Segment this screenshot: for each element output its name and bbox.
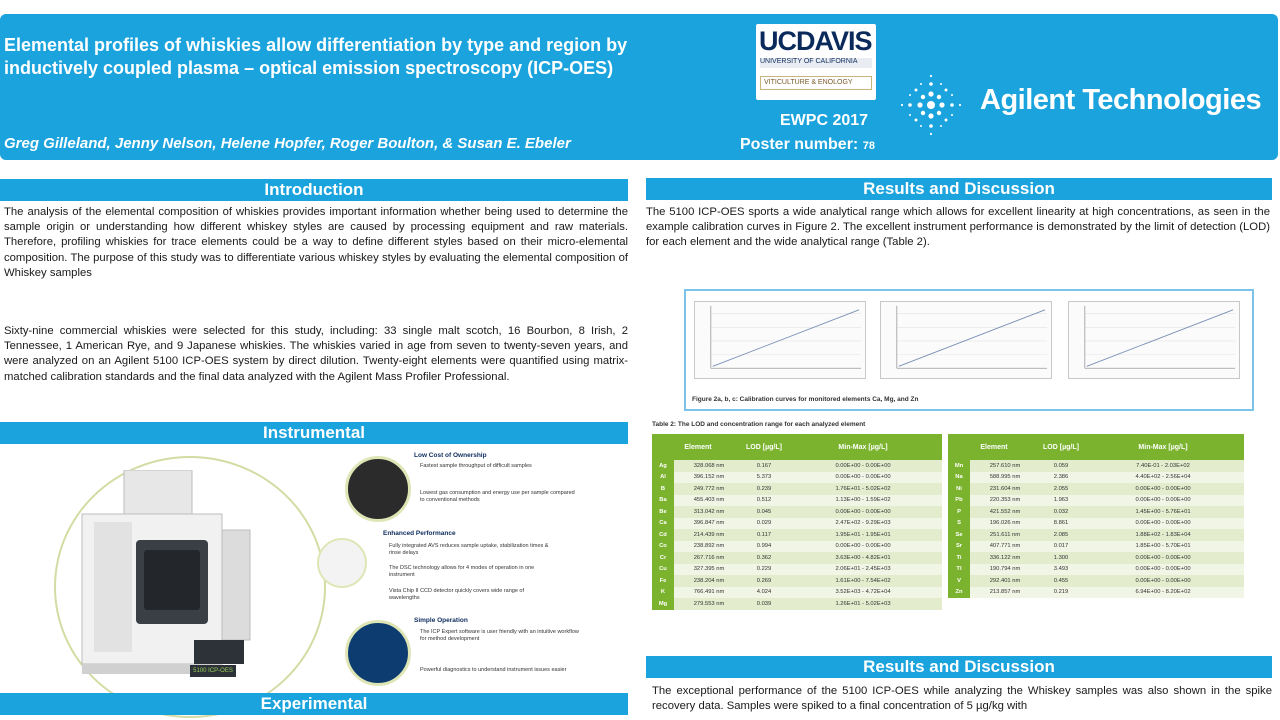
- feature-1-item-2: Lowest gas consumption and energy use per sample compared to conventional methods: [420, 490, 575, 503]
- agilent-spark-icon: [898, 72, 964, 138]
- feature-title-3: Simple Operation: [414, 617, 468, 624]
- cell-range: 1.13E+00 - 1.59E+02: [784, 495, 942, 507]
- cell-wavelength: 257.610 nm: [970, 460, 1040, 472]
- table-row: [652, 483, 942, 495]
- table-row: [652, 587, 942, 599]
- cell-element: Ca: [652, 518, 674, 530]
- feature-2-item-2: The DSC technology allows for 4 modes of operation in one instrument: [389, 565, 535, 578]
- cell-wavelength: 190.794 nm: [970, 564, 1040, 576]
- cell-lod: 0.032: [1040, 506, 1082, 518]
- cell-wavelength: 421.552 nm: [970, 506, 1040, 518]
- cell-element: Fe: [652, 575, 674, 587]
- lod-table-right: [948, 434, 1244, 598]
- cell-lod: 3.493: [1040, 564, 1082, 576]
- table-row: [948, 587, 1244, 599]
- table-header-range: Min-Max [µg/L]: [784, 434, 942, 460]
- cell-element: B: [652, 483, 674, 495]
- feature-3-item-1: The ICP Expert software is user friendly with an intuitive workflow for method development: [420, 629, 579, 642]
- calibration-plot-c: [1068, 301, 1240, 379]
- cell-wavelength: 588.995 nm: [970, 472, 1040, 484]
- table-header-element-2: Element: [948, 434, 1040, 460]
- cell-element: Cu: [652, 564, 674, 576]
- cell-element: P: [948, 506, 970, 518]
- cell-lod: 2.386: [1040, 472, 1082, 484]
- cell-element: Sr: [948, 541, 970, 553]
- table-row: [652, 598, 942, 610]
- table-row: [948, 529, 1244, 541]
- table-row: [948, 564, 1244, 576]
- cell-range: 0.00E+00 - 0.00E+00: [784, 460, 942, 472]
- cell-lod: 0.269: [744, 575, 784, 587]
- cell-wavelength: 238.204 nm: [674, 575, 744, 587]
- results-paragraph-2: The exceptional performance of the 5100 ICP-OES while analyzing the Whiskey samples was also shown in the spike recovery data. Samples were spiked to a final concentration of 5 µg/kg with: [652, 685, 1272, 713]
- cell-range: 2.47E+02 - 9.29E+03: [784, 518, 942, 530]
- table-row: [948, 483, 1244, 495]
- cell-wavelength: 328.068 nm: [674, 460, 744, 472]
- cell-element: Zn: [948, 587, 970, 599]
- cell-lod: 0.117: [744, 529, 784, 541]
- table-row: [652, 495, 942, 507]
- cell-wavelength: 267.716 nm: [674, 552, 744, 564]
- cell-element: Cd: [652, 529, 674, 541]
- feature-title-2: Enhanced Performance: [383, 530, 456, 537]
- calibration-plot-b: [880, 301, 1052, 379]
- cell-wavelength: 279.553 nm: [674, 598, 744, 610]
- cell-lod: 0.512: [744, 495, 784, 507]
- poster-number-line: [740, 136, 875, 154]
- cell-element: Ag: [652, 460, 674, 472]
- feature-3-item-2: Powerful diagnostics to understand instrument issues easier: [420, 667, 567, 673]
- cell-lod: 0.167: [744, 460, 784, 472]
- cell-element: Na: [948, 472, 970, 484]
- table-row: [652, 472, 942, 484]
- cell-wavelength: 220.353 nm: [970, 495, 1040, 507]
- cell-wavelength: 396.152 nm: [674, 472, 744, 484]
- cell-element: Pb: [948, 495, 970, 507]
- cell-wavelength: 238.892 nm: [674, 541, 744, 553]
- cell-range: 1.26E+01 - 5.02E+03: [784, 598, 942, 610]
- cell-element: K: [652, 587, 674, 599]
- feature-2-item-1: Fully integrated AVS reduces sample uptake, stabilization times & rinse delays: [389, 543, 549, 556]
- cell-element: Ni: [948, 483, 970, 495]
- experimental-heading: Experimental: [0, 693, 628, 715]
- cell-lod: 0.045: [744, 506, 784, 518]
- cell-element: S: [948, 518, 970, 530]
- lod-table-left: [652, 434, 942, 610]
- cell-range: 0.00E+00 - 0.00E+00: [1082, 483, 1244, 495]
- cell-element: V: [948, 575, 970, 587]
- torch-icon: [317, 538, 367, 588]
- table-header-range-2: Min-Max [µg/L]: [1082, 434, 1244, 460]
- cell-lod: 0.039: [744, 598, 784, 610]
- table-header-lod: LOD [µg/L]: [744, 434, 784, 460]
- feature-2-item-3: Vista Chip II CCD detector quickly covers wide range of wavelengths: [389, 588, 525, 601]
- cell-range: 7.40E-01 - 2.03E+02: [1082, 460, 1244, 472]
- cell-wavelength: 231.604 nm: [970, 483, 1040, 495]
- cell-lod: 0.029: [744, 518, 784, 530]
- cell-range: 0.00E+00 - 0.00E+00: [1082, 564, 1244, 576]
- cell-element: Tl: [948, 564, 970, 576]
- cell-wavelength: 313.042 nm: [674, 506, 744, 518]
- ucdavis-wordmark: UCDAVIS: [759, 26, 872, 56]
- cell-wavelength: 766.491 nm: [674, 587, 744, 599]
- cell-wavelength: 407.771 nm: [970, 541, 1040, 553]
- table-row: [948, 541, 1244, 553]
- table-row: [948, 460, 1244, 472]
- cell-range: 2.06E+01 - 2.45E+03: [784, 564, 942, 576]
- feature-disc-icon: [345, 456, 411, 522]
- feature-title-1: Low Cost of Ownership: [414, 452, 487, 459]
- cell-range: 1.61E+00 - 7.54E+02: [784, 575, 942, 587]
- cell-wavelength: 292.401 nm: [970, 575, 1040, 587]
- cell-lod: 0.994: [744, 541, 784, 553]
- cell-wavelength: 213.857 nm: [970, 587, 1040, 599]
- cell-range: 0.00E+00 - 0.00E+00: [1082, 552, 1244, 564]
- cell-range: 3.52E+03 - 4.72E+04: [784, 587, 942, 599]
- cell-lod: 4.024: [744, 587, 784, 599]
- cell-wavelength: 214.439 nm: [674, 529, 744, 541]
- cell-lod: 8.861: [1040, 518, 1082, 530]
- cell-range: 6.94E+00 - 8.20E+02: [1082, 587, 1244, 599]
- introduction-paragraph-2: Sixty-nine commercial whiskies were selected for this study, including: 33 single malt scotch, 16 Bourbon, 8 Irish, 2 Tennessee, 1 American Rye, and 9 Japanese whiskies. The whiskies varied in age from seven to twenty-seven years, and were analyzed on an Agilent 5100 ICP-OES system by direct dilution. Twenty-eight elements were quantified using matrix-matched calibration standards and the final data analyzed with the Agilent Mass Profiler Professional.: [4, 325, 628, 383]
- cell-lod: 1.963: [1040, 495, 1082, 507]
- cell-range: 0.00E+00 - 0.00E+00: [1082, 518, 1244, 530]
- table-row: [948, 472, 1244, 484]
- cell-range: 4.40E+02 - 2.56E+04: [1082, 472, 1244, 484]
- table-row: [948, 518, 1244, 530]
- cell-wavelength: 455.403 nm: [674, 495, 744, 507]
- cell-lod: 5.373: [744, 472, 784, 484]
- cell-wavelength: 327.395 nm: [674, 564, 744, 576]
- table-row: [948, 552, 1244, 564]
- icp-oes-instrument-image: [74, 470, 254, 680]
- poster-number-label: Poster number:: [740, 136, 859, 153]
- cell-lod: 0.362: [744, 552, 784, 564]
- figure-caption: Figure 2a, b, c: Calibration curves for monitored elements Ca, Mg, and Zn: [692, 396, 919, 403]
- table-row: [652, 575, 942, 587]
- ucdavis-logo: [756, 24, 876, 100]
- ucdavis-department: VITICULTURE & ENOLOGY: [760, 76, 872, 90]
- cell-lod: 0.219: [1040, 587, 1082, 599]
- cell-range: 0.00E+00 - 0.00E+00: [1082, 575, 1244, 587]
- cell-range: 0.00E+00 - 0.00E+00: [784, 472, 942, 484]
- cell-range: 1.95E+01 - 1.95E+01: [784, 529, 942, 541]
- table-row: [652, 518, 942, 530]
- introduction-heading: Introduction: [0, 179, 628, 201]
- cell-element: Cr: [652, 552, 674, 564]
- conference-label: EWPC 2017: [780, 112, 869, 129]
- table-row: [652, 541, 942, 553]
- poster-header: [0, 14, 1278, 160]
- table-row: [652, 460, 942, 472]
- cell-lod: 0.455: [1040, 575, 1082, 587]
- table-row: [652, 552, 942, 564]
- introduction-paragraph-1: The analysis of the elemental composition of whiskies provides important information whether being used to determine the sample origin or understanding how different whiskey styles are caused by processing equipment and raw materials. Therefore, profiling whiskies for trace elements could be a way to define different styles based on their micro-elemental composition. The purpose of this study was to differentiate various whiskey styles by evaluating the elemental composition of Whiskey samples: [4, 206, 628, 279]
- cell-element: Mn: [948, 460, 970, 472]
- cell-range: 1.88E+02 - 1.83E+04: [1082, 529, 1244, 541]
- poster-title: Elemental profiles of whiskies allow differentiation by type and region by inductively coupled plasma – optical emission spectroscopy (ICP-OES): [4, 35, 628, 78]
- cell-range: 1.76E+01 - 5.02E+02: [784, 483, 942, 495]
- table-header-element: Element: [652, 434, 744, 460]
- cell-lod: 0.017: [1040, 541, 1082, 553]
- cell-element: Al: [652, 472, 674, 484]
- table-header-lod-2: LOD [µg/L]: [1040, 434, 1082, 460]
- cell-lod: 0.239: [744, 483, 784, 495]
- cell-range: 1.45E+00 - 5.76E+01: [1082, 506, 1244, 518]
- table-row: [652, 506, 942, 518]
- cell-range: 1.85E+00 - 5.70E+01: [1082, 541, 1244, 553]
- cell-element: Co: [652, 541, 674, 553]
- table-row: [948, 575, 1244, 587]
- cell-element: Se: [948, 529, 970, 541]
- cell-wavelength: 196.026 nm: [970, 518, 1040, 530]
- cell-lod: 1.300: [1040, 552, 1082, 564]
- instrumental-heading: Instrumental: [0, 422, 628, 444]
- cell-range: 0.00E+00 - 0.00E+00: [784, 541, 942, 553]
- cell-wavelength: 396.847 nm: [674, 518, 744, 530]
- results-paragraph-1: The 5100 ICP-OES sports a wide analytical range which allows for excellent linearity at high concentrations, as seen in the example calibration curves in Figure 2. The excellent instrument performance is demonstrated by the limit of detection (LOD) for each element and the wide analytical range (Table 2).: [646, 206, 1270, 249]
- cell-wavelength: 336.122 nm: [970, 552, 1040, 564]
- cell-element: Ba: [652, 495, 674, 507]
- instrument-badge: 5100 ICP-OES: [190, 665, 236, 677]
- results-heading-2: Results and Discussion: [646, 656, 1272, 678]
- poster-authors: Greg Gilleland, Jenny Nelson, Helene Hopfer, Roger Boulton, & Susan E. Ebeler: [4, 135, 571, 152]
- cell-lod: 0.059: [1040, 460, 1082, 472]
- cell-lod: 0.229: [744, 564, 784, 576]
- cell-range: 0.00E+00 - 0.00E+00: [784, 506, 942, 518]
- table-row: [652, 564, 942, 576]
- table-row: [652, 529, 942, 541]
- cell-lod: 2.055: [1040, 483, 1082, 495]
- cell-element: Be: [652, 506, 674, 518]
- table-row: [948, 506, 1244, 518]
- cell-range: 0.00E+00 - 0.00E+00: [1082, 495, 1244, 507]
- calibration-figure: [684, 289, 1254, 411]
- cell-element: Ti: [948, 552, 970, 564]
- calibration-plot-a: [694, 301, 866, 379]
- cell-wavelength: 249.772 nm: [674, 483, 744, 495]
- poster-number: 78: [862, 140, 875, 152]
- cell-wavelength: 251.611 nm: [970, 529, 1040, 541]
- results-heading-1: Results and Discussion: [646, 178, 1272, 200]
- cell-lod: 2.085: [1040, 529, 1082, 541]
- cell-element: Mg: [652, 598, 674, 610]
- ucdavis-subline: UNIVERSITY OF CALIFORNIA: [760, 58, 872, 68]
- feature-1-item-1: Fastest sample throughput of difficult samples: [420, 463, 532, 469]
- table-row: [948, 495, 1244, 507]
- table-caption: Table 2: The LOD and concentration range for each analyzed element: [652, 421, 866, 428]
- software-icon: [345, 620, 411, 686]
- agilent-wordmark: Agilent Technologies: [980, 84, 1262, 116]
- cell-range: 3.63E+00 - 4.82E+01: [784, 552, 942, 564]
